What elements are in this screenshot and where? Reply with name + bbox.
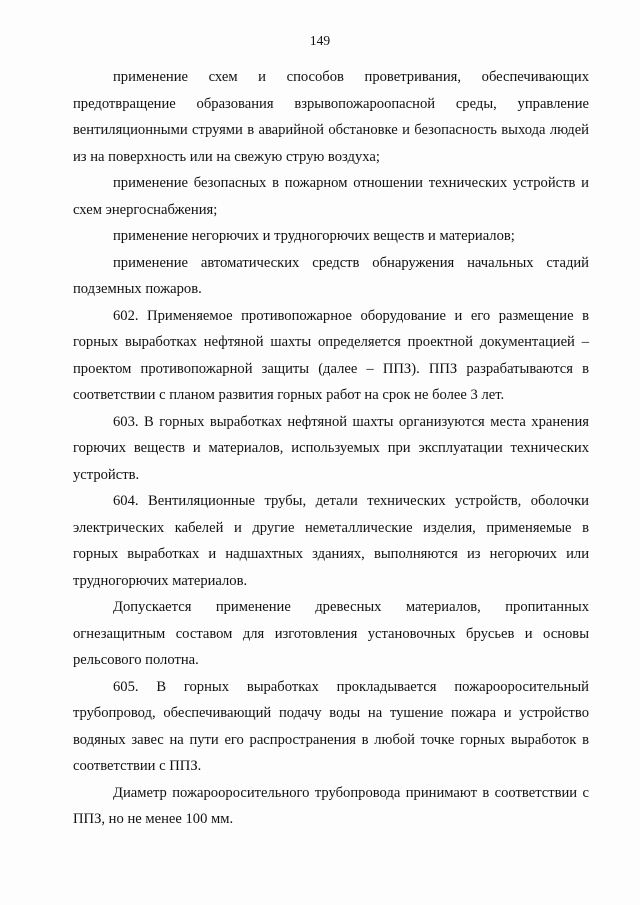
paragraph: применение схем и способов проветривания, обеспечивающих предотвращение образования взрывопожароопасной среды, управление вентиляционными струями в аварийной обстановке и безопасность выхода людей из на поверхность или на свежую струю воздуха;	[73, 69, 589, 165]
paragraph: Допускается применение древесных материалов, пропитанных огнезащитным составом для изготовления установочных брусьев и основы рельсового полотна.	[73, 599, 589, 668]
paragraph-602: 602. Применяемое противопожарное оборудование и его размещение в горных выработках нефтяной шахты определяется проектной документацией – проектом противопожарной защиты (далее – ППЗ). ППЗ разрабатываются в соответствии с планом развития горных работ на срок не более 3 лет.	[73, 307, 589, 403]
paragraph-603: 603. В горных выработках нефтяной шахты организуются места хранения горючих веществ и материалов, используемых при эксплуатации технических устройств.	[73, 413, 589, 483]
page-number: 149	[309, 33, 331, 48]
paragraph: применение негорючих и трудногорючих веществ и материалов;	[113, 228, 515, 244]
paragraph: применение автоматических средств обнаружения начальных стадий подземных пожаров.	[73, 254, 589, 297]
paragraph: Диаметр пожарооросительного трубопровода принимают в соответствии с ППЗ, но не менее 100 мм.	[73, 784, 589, 827]
paragraph-604: 604. Вентиляционные трубы, детали технических устройств, оболочки электрических кабелей и другие неметаллические изделия, применяемые в горных выработках и надшахтных зданиях, выполняются из негорючих или трудногорючих материалов.	[73, 493, 589, 589]
paragraph: применение безопасных в пожарном отношении технических устройств и схем энергоснабжения;	[73, 175, 589, 218]
paragraph-605: 605. В горных выработках прокладывается пожарооросительный трубопровод, обеспечивающий подачу воды на тушение пожара и устройство водяных завес на пути его распространения в любой точке горных выработок в соответствии с ППЗ.	[73, 678, 589, 774]
document-body	[73, 64, 589, 833]
